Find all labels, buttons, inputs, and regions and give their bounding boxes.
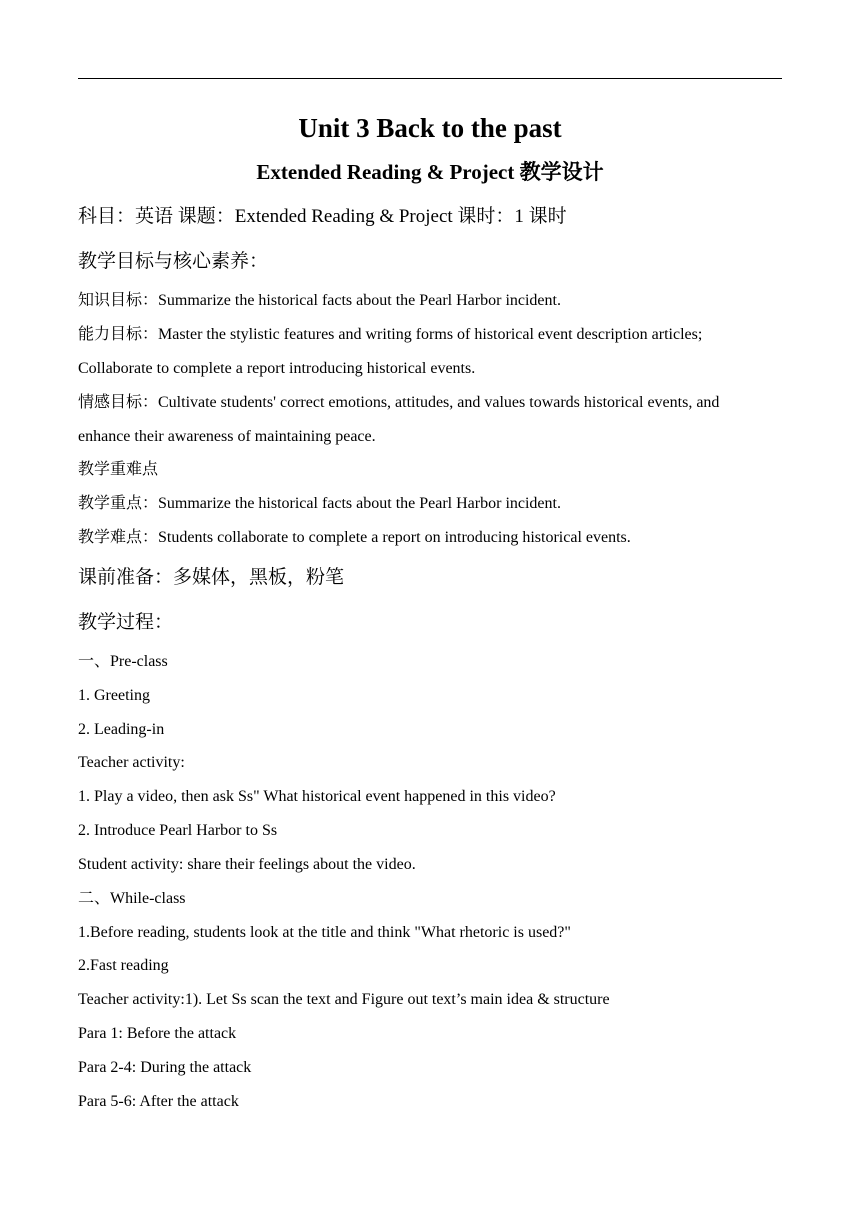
process-line-para-2-4: Para 2-4: During the attack [78,1059,252,1076]
section-while-class: 二、While-class [78,890,186,907]
ability-objective-line-1: 能力目标：Master the stylistic features and writing forms of historical event description articles; [78,326,703,343]
knowledge-objective: 知识目标：Summarize the historical facts about the Pearl Harbor incident. [78,292,561,309]
process-line-before-reading: 1.Before reading, students look at the title and think "What rhetoric is used?" [78,924,571,941]
info-line: 科目：英语 课题：Extended Reading & Project 课时：1 课时 [78,206,567,227]
emotion-objective-line-2: enhance their awareness of maintaining peace. [78,428,376,445]
emotion-objective-line-1: 情感目标：Cultivate students' correct emotions, attitudes, and values towards historical events, and [78,394,720,411]
objectives-heading: 教学目标与核心素养： [78,251,269,272]
process-line-student-activity: Student activity: share their feelings about the video. [78,856,416,873]
difficult-point: 教学难点：Students collaborate to complete a report on introducing historical events. [78,529,631,546]
process-line-fast-reading: 2.Fast reading [78,957,169,974]
process-line-para-5-6: Para 5-6: After the attack [78,1093,239,1110]
process-heading: 教学过程： [78,612,174,633]
process-line-introduce-pearl-harbor: 2. Introduce Pearl Harbor to Ss [78,822,278,839]
process-line-teacher-activity: Teacher activity: [78,754,185,771]
process-line-para-1: Para 1: Before the attack [78,1025,237,1042]
process-line-play-video: 1. Play a video, then ask Ss" What historical event happened in this video? [78,788,556,805]
section-pre-class: 一、Pre-class [78,653,168,670]
preparation-line: 课前准备：多媒体，黑板，粉笔 [78,567,345,588]
document-title: Unit 3 Back to the past [298,113,562,143]
ability-objective-line-2: Collaborate to complete a report introducing historical events. [78,360,476,377]
process-line-scan-text: Teacher activity:1). Let Ss scan the text and Figure out text’s main idea & structure [78,991,610,1008]
process-line-greeting: 1. Greeting [78,687,150,704]
document-subtitle: Extended Reading & Project 教学设计 [256,160,604,184]
key-difficult-heading: 教学重难点 [78,461,159,478]
key-point: 教学重点：Summarize the historical facts about the Pearl Harbor incident. [78,495,561,512]
process-line-leading-in: 2. Leading-in [78,721,165,738]
header-rule [78,78,782,79]
